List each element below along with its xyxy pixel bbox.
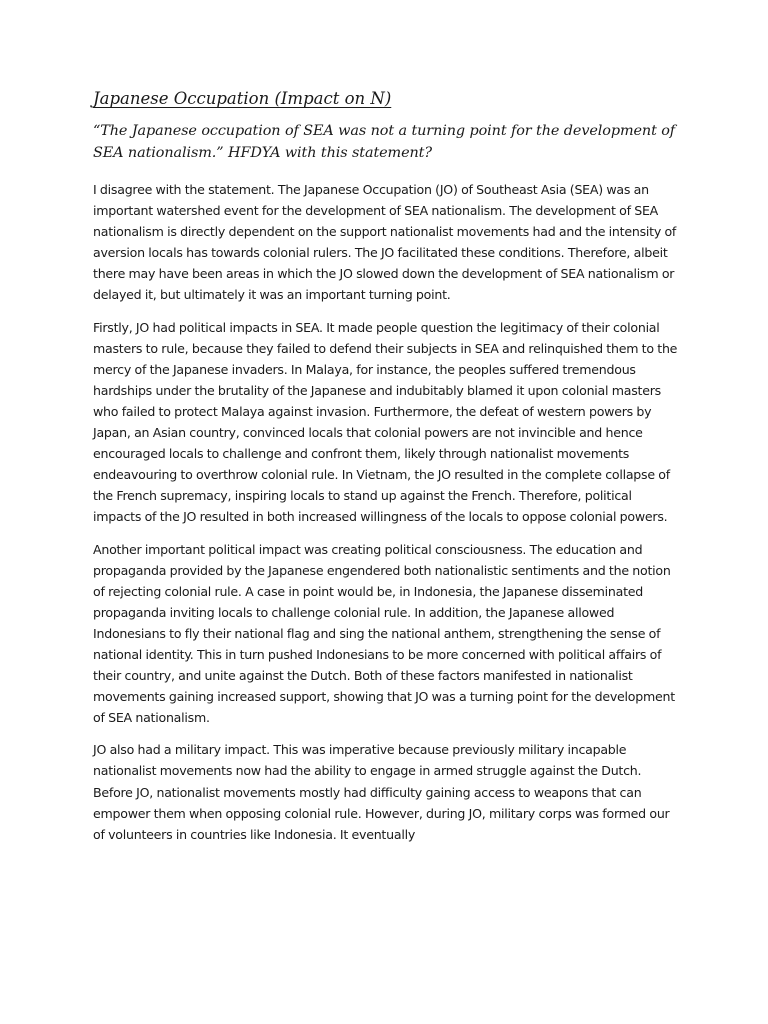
document-content xyxy=(93,86,679,856)
document-title: Japanese Occupation (Impact on N) xyxy=(93,89,392,108)
paragraph-political-consciousness: Another important political impact was creating political consciousness. The education and propaganda provided by the Japanese engendered both nationalistic sentiments and the notion of rejecting colonial rule. A case in point would be, in Indonesia, the Japanese disseminated propaganda inviting locals to challenge colonial rule. In addition, the Japanese allowed Indonesians to fly their national flag and sing the national anthem, strengthening the sense of national identity. This in turn pushed Indonesians to be more concerned with political affairs of their country, and unite against the Dutch. Both of these factors manifested in nationalist movements gaining increased support, showing that JO was a turning point for the development of SEA nationalism. xyxy=(93,541,675,726)
paragraph-introduction: I disagree with the statement. The Japanese Occupation (JO) of Southeast Asia (SEA) was an important watershed event for the development of SEA nationalism. The development of SEA nationalism is directly dependent on the support nationalist movements had and the intensity of aversion locals has towards colonial rulers. The JO facilitated these conditions. Therefore, albeit there may have been areas in which the JO slowed down the development of SEA nationalism or delayed it, but ultimately it was an important turning point. xyxy=(93,182,677,303)
paragraph-military-impact: JO also had a military impact. This was imperative because previously military incapable nationalist movements now had the ability to engage in armed struggle against the Dutch. Before JO, nationalist movements mostly had difficulty gaining access to weapons that can empower them when opposing colonial rule. However, during JO, military corps was formed our of volunteers in countries like Indonesia. It eventually xyxy=(93,742,670,842)
paragraph-political-impact: Firstly, JO had political impacts in SEA. It made people question the legitimacy of their colonial masters to rule, because they failed to defend their subjects in SEA and relinquished them to the mercy of the Japanese invaders. In Malaya, for instance, the peoples suffered tremendous hardships under the brutality of the Japanese and indubitably blamed it upon colonial masters who failed to protect Malaya against invasion. Furthermore, the defeat of western powers by Japan, an Asian country, convinced locals that colonial powers are not invincible and hence encouraged locals to challenge and confront them, likely through nationalist movements endeavouring to overthrow colonial rule. In Vietnam, the JO resulted in the complete collapse of the French supremacy, inspiring locals to stand up against the French. Therefore, political impacts of the JO resulted in both increased willingness of the locals to oppose colonial powers. xyxy=(93,319,678,525)
essay-question: “The Japanese occupation of SEA was not a turning point for the development of SEA nationalism.” HFDYA with this statement? xyxy=(93,123,676,161)
